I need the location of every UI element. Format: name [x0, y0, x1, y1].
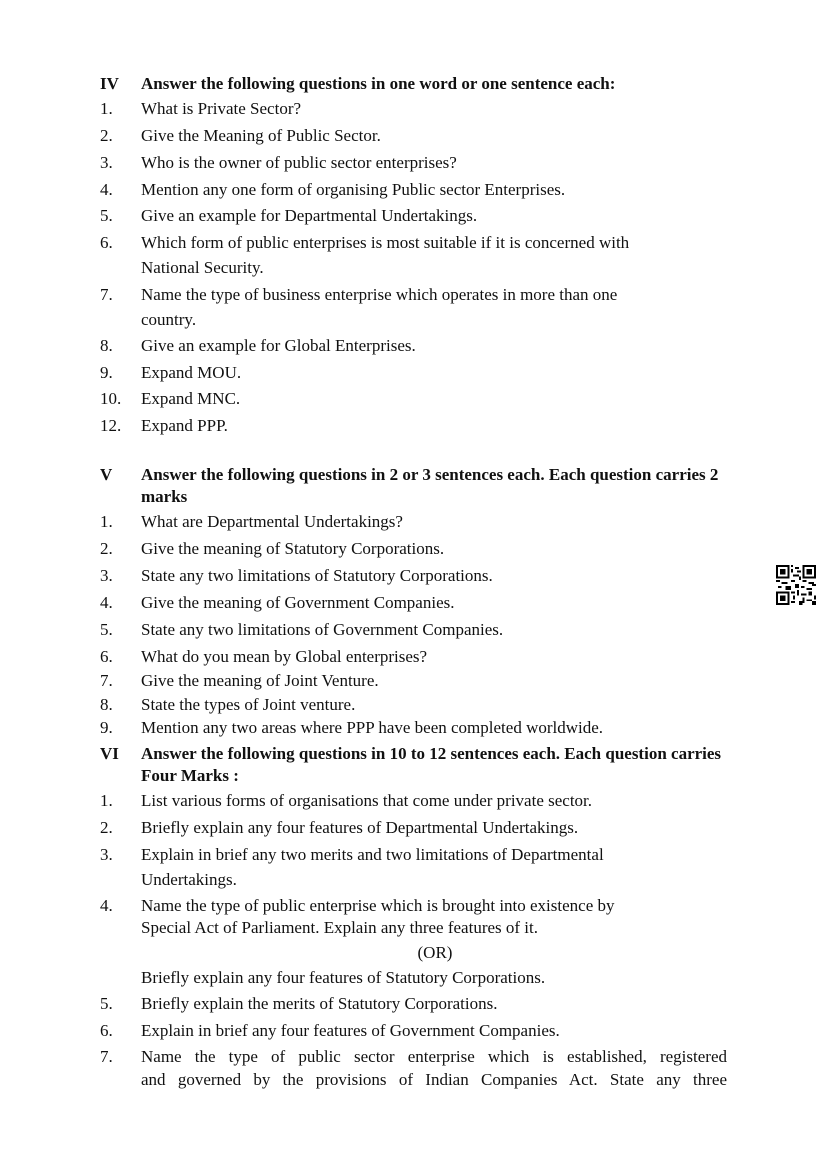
or-separator: (OR) — [417, 943, 453, 962]
question-paper-page: IV Answer the following questions in one word or one sentence each: 1. What is Private Sector? 2. Give the Meaning of Public Sector. 3. Who is the owner of public sector enterprises? 4. Mention any one form of organising Public sector Enterprises. 5. Give an example for Departmental Undertakings. 6. Which form of public enterprises is most suitable if it is concerned with National Security. 7. Name the type of business enterprise which operates in more than one country. 8. Give an example for Global Enterprises. 9. Expand MOU. 10. Expand MNC. 12. Expand PPP. V Answer the following questions in 2 or 3 sentences each. Each question carries 2 marks 1. What are Departmental Undertakings? 2. Give the meaning of Statutory Corporations. 3. State any two limitations of Statutory Corporations. 4. Give the meaning of Government Companies. 5. State any two limitations of Government Companies. 6. What do you mean by Global enterprises? 7. Give the meaning of Joint Venture. 8. State the types of Joint venture. 9. Mention any two areas where PPP have been completed worldwide. VI Answer the following questions in 10 to 12 sentences each. Each question carries Four Marks : 1. List various forms of organisations that come under private sector. 2. Briefly explain any four features of Departmental Undertakings. 3. Explain in brief any two merits and two limitations of Departmental Undertakings. 4. Name the type of public enterprise which is brought into existence by Special Act of Parliament. Explain any three features of it. (OR) Briefly explain any four features of Statutory Corporations. 5. Briefly explain the merits of Statutory Corporations. 6. Explain in brief any four features of Government Companies. 7. Name the type of public sector enterprise which is established, registered and governed by the provisions of Indian Companies Act. State any three — [0, 0, 827, 1169]
qr-code-icon[interactable] — [776, 565, 816, 605]
